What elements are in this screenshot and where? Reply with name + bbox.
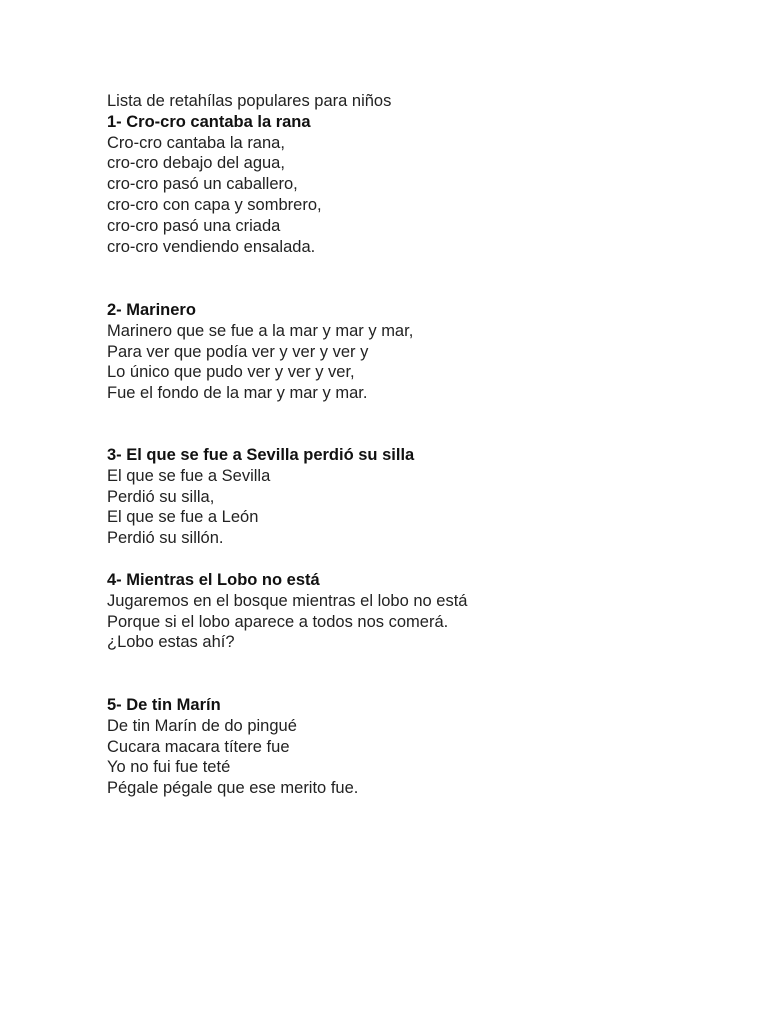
section-2-line-4: Fue el fondo de la mar y mar y mar. [107, 384, 368, 403]
section-1-line-2: cro-cro debajo del agua, [107, 154, 285, 173]
section-5-block [107, 695, 358, 799]
section-1-heading: 1- Cro-cro cantaba la rana [107, 112, 311, 131]
section-2-line-2: Para ver que podía ver y ver y ver y [107, 342, 369, 361]
section-3-line-1: El que se fue a Sevilla [107, 466, 271, 485]
section-5-line-2: Cucara macara títere fue [107, 737, 290, 756]
section-3-line-2: Perdió su silla, [107, 487, 215, 506]
section-5-line-4: Pégale pégale que ese merito fue. [107, 779, 359, 798]
section-1-line-1: Cro-cro cantaba la rana, [107, 133, 285, 152]
section-1-line-3: cro-cro pasó un caballero, [107, 175, 298, 194]
section-3-line-3: El que se fue a León [107, 508, 259, 527]
section-1-line-5: cro-cro pasó una criada [107, 216, 281, 235]
section-2-heading: 2- Marinero [107, 301, 196, 319]
section-3-line-4: Perdió su sillón. [107, 529, 224, 548]
section-5-line-1: De tin Marín de do pingué [107, 716, 297, 735]
section-3-block [107, 445, 414, 549]
section-5-line-3: Yo no fui fue teté [107, 758, 231, 777]
section-4-line-1: Jugaremos en el bosque mientras el lobo no está [107, 591, 468, 610]
section-4-block [107, 570, 467, 653]
section-1-line-6: cro-cro vendiendo ensalada. [107, 237, 316, 256]
section-3-heading: 3- El que se fue a Sevilla perdió su silla [107, 446, 415, 464]
section-1-line-4: cro-cro con capa y sombrero, [107, 195, 322, 214]
section-5-heading: 5- De tin Marín [107, 696, 221, 714]
section-4-line-3: ¿Lobo estas ahí? [107, 633, 235, 652]
section-2-block [107, 300, 413, 404]
section-4-line-2: Porque si el lobo aparece a todos nos comerá. [107, 612, 449, 631]
document-title: Lista de retahílas populares para niños [107, 92, 392, 110]
section-1-block [107, 91, 391, 257]
section-2-line-3: Lo único que pudo ver y ver y ver, [107, 363, 355, 382]
section-2-line-1: Marinero que se fue a la mar y mar y mar, [107, 321, 414, 340]
section-4-heading: 4- Mientras el Lobo no está [107, 571, 320, 589]
